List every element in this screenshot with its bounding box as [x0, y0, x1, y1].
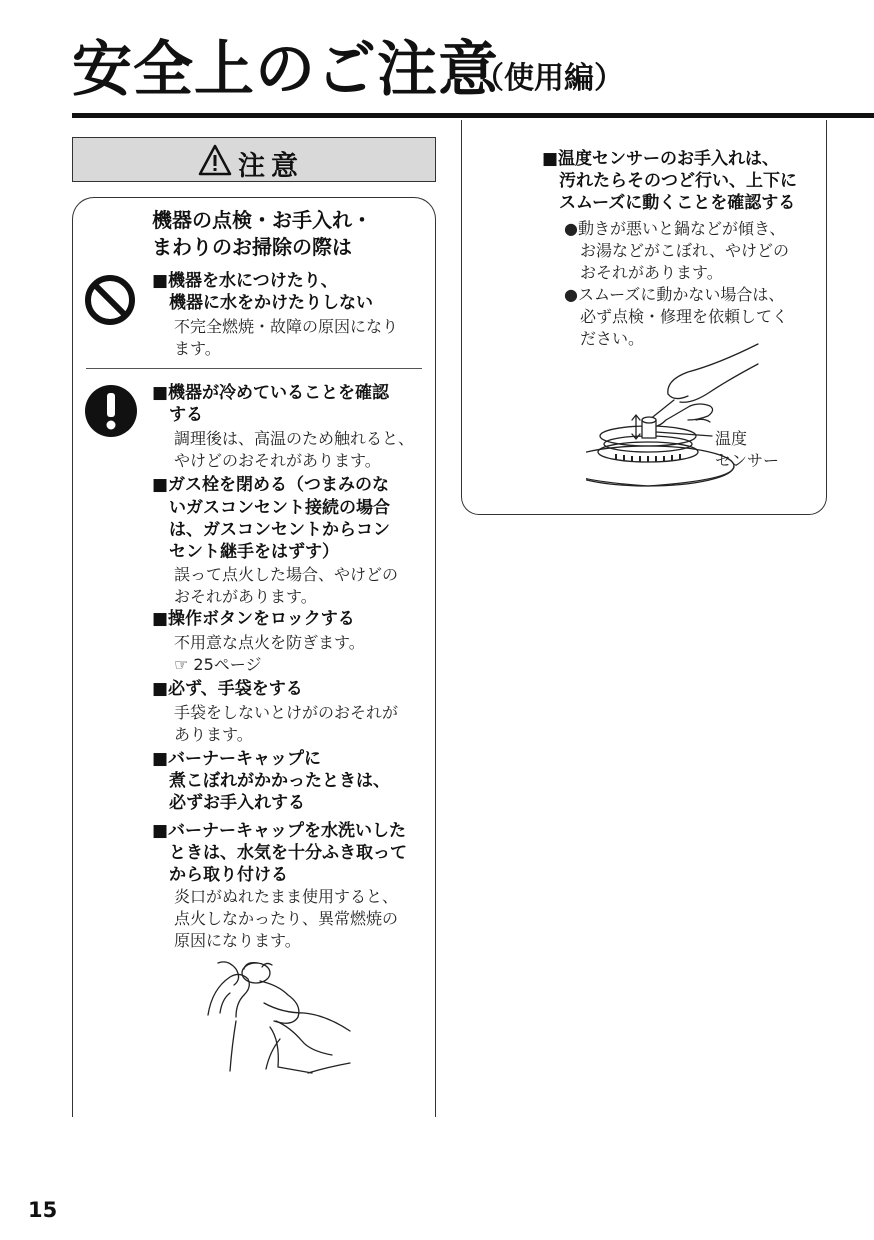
item-3-title-line-1: ■操作ボタンをロックする	[152, 609, 355, 629]
item-3-body-line-1: 不用意な点火を防ぎます。	[174, 633, 365, 652]
item-1-title-line-2: する	[152, 405, 203, 425]
page-title: 安全上のご注意	[72, 35, 499, 105]
item-2-title-line-2: いガスコンセント接続の場合	[152, 498, 390, 518]
item-1-body-line-2: やけどのおそれがあります。	[174, 451, 381, 470]
title-rule	[72, 113, 874, 118]
sensor-label-line-1: 温度	[715, 429, 748, 448]
sensor-title-line-2: 汚れたらそのつど行い、上下に	[542, 171, 797, 191]
page-number: 15	[28, 1198, 58, 1222]
prohibit-body-line-2: ます。	[174, 339, 221, 358]
item-4-body-line-1: 手袋をしないとけがのおそれが	[174, 703, 399, 722]
item-1-body-line-1: 調理後は、高温のため触れると、	[174, 429, 415, 448]
caution-label: 注意	[238, 151, 304, 182]
item-6-title-line-2: ときは、水気を十分ふき取って	[152, 843, 407, 863]
left-heading-line-1: 機器の点検・お手入れ・	[152, 208, 372, 232]
sensor-title-line-1: ■温度センサーのお手入れは、	[542, 149, 780, 169]
item-4-title-line-1: ■必ず、手袋をする	[152, 679, 303, 699]
sensor-bullet-1-line-2: お湯などがこぼれ、やけどの	[564, 241, 789, 260]
mandatory-icon	[84, 384, 138, 438]
sensor-bullet-1-line-3: おそれがあります。	[564, 263, 723, 282]
hand-wiping-cap-illustration	[200, 955, 370, 1080]
sensor-title-line-3: スムーズに動くことを確認する	[542, 193, 796, 213]
item-2-title-line-3: は、ガスコンセントからコン	[152, 520, 390, 540]
sensor-bullet-2-line-1: ●スムーズに動かない場合は、	[564, 285, 785, 304]
item-5-title-line-2: 煮こぼれがかかったときは、	[152, 771, 390, 791]
warning-triangle-icon	[198, 144, 232, 176]
item-6-body-line-3: 原因になります。	[174, 931, 301, 950]
item-6-title-line-1: ■バーナーキャップを水洗いした	[152, 821, 407, 841]
item-5-title-line-1: ■バーナーキャップに	[152, 749, 322, 769]
item-2-body-line-2: おそれがあります。	[174, 587, 317, 606]
item-2-body-line-1: 誤って点火した場合、やけどの	[174, 565, 399, 584]
item-6-body-line-1: 炎口がぬれたまま使用すると、	[174, 887, 399, 906]
item-6-title-line-3: から取り付ける	[152, 865, 288, 885]
sensor-label-line-2: センサー	[715, 451, 780, 470]
prohibit-body-line-1: 不完全燃焼・故障の原因になり	[174, 317, 399, 336]
sensor-bullet-1-line-1: ●動きが悪いと鍋などが傾き、	[564, 219, 786, 238]
sensor-bullet-2-line-2: 必ず点検・修理を依頼してく	[564, 307, 789, 326]
page-subtitle: （使用編）	[474, 61, 624, 96]
item-6-body-line-2: 点火しなかったり、異常燃焼の	[174, 909, 399, 928]
prohibited-icon	[84, 274, 136, 326]
prohibit-title-line-2: 機器に水をかけたりしない	[152, 293, 373, 313]
item-1-title-line-1: ■機器が冷めていることを確認	[152, 383, 390, 403]
left-heading-line-2: まわりのお掃除の際は	[152, 235, 352, 259]
item-5-title-line-3: 必ずお手入れする	[152, 793, 305, 813]
section-divider	[86, 368, 422, 369]
temperature-sensor-illustration	[586, 340, 766, 500]
prohibit-title-line-1: ■機器を水につけたり、	[152, 271, 338, 291]
item-2-title-line-4: セント継手をはずす）	[152, 542, 339, 562]
item-2-title-line-1: ■ガス栓を閉める（つまみのな	[152, 475, 390, 495]
item-4-body-line-2: あります。	[174, 725, 253, 744]
page-reference-link[interactable]: ☞ 25ページ	[174, 655, 262, 674]
sensor-bullet-2-line-3: ださい。	[564, 329, 645, 348]
